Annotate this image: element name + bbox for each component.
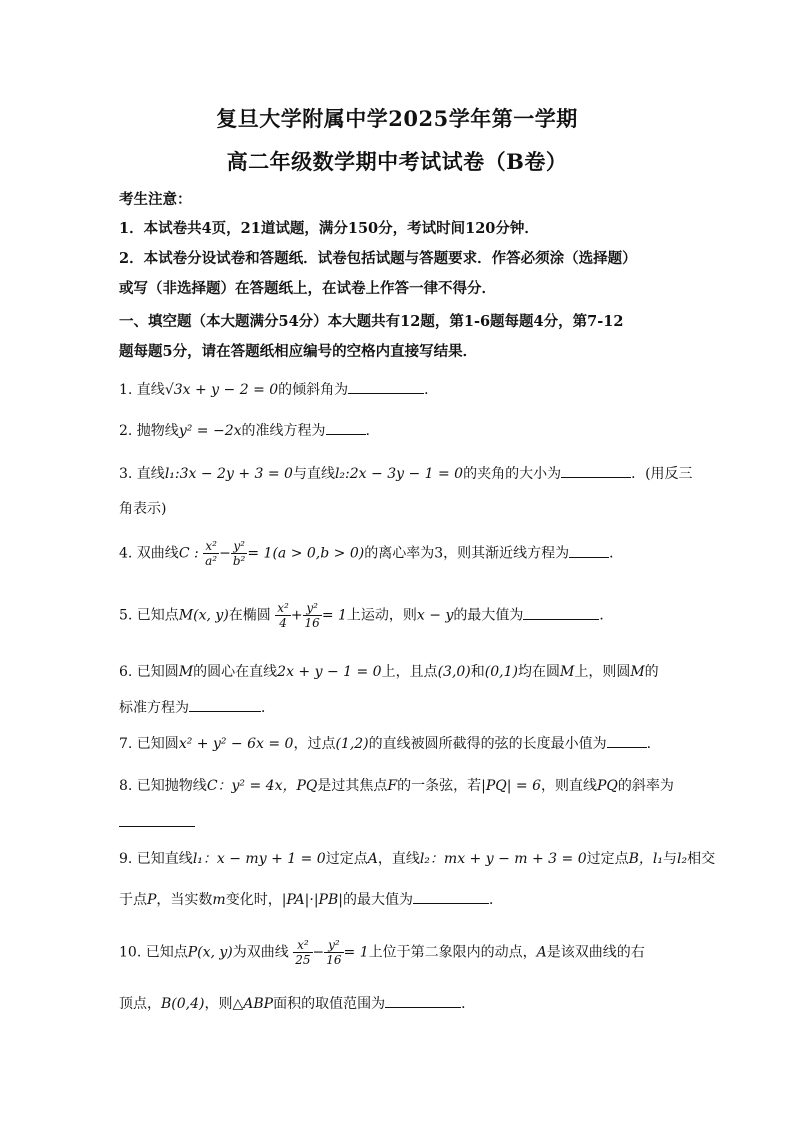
q4-fraction-x: $\frac{\text{x²}}{\text{a²}}$ [205, 539, 218, 568]
question-9-line-2: 于点P，当实数m变化时，|PA|·|PB|的最大值为 ． [119, 889, 503, 909]
question-7: 7. 已知圆x² + y² − 6x = 0，过点(1,2)的直线被圆所截得的弦的长度最小值为 . [119, 733, 651, 753]
q3-line-l1: l₁:3x − 2y + 3 = 0 [164, 466, 293, 482]
answer-blank-1 [348, 379, 424, 394]
question-1: 1. 直线√3x + y − 2 = 0的倾斜角为 ． [119, 379, 438, 399]
exam-subtitle: 高二年级数学期中考试试卷（B卷） [226, 149, 568, 174]
q5-fraction-y: $\frac{\text{y²}}{16}$ [304, 601, 320, 630]
question-2: 2. 抛物线y² = −2x的准线方程为 . [119, 420, 370, 440]
exam-title: 复旦大学附属中学2025学年第一学期 [216, 106, 578, 131]
question-6-line-2: 标准方程为 ． [119, 697, 275, 717]
q10-fraction-y: $\frac{\text{y²}}{16}$ [326, 938, 342, 967]
question-3-line-2: 角表示) [119, 501, 167, 517]
q3-line-l2: l₂:2x − 3y − 1 = 0 [334, 466, 464, 482]
notice-item-1: 1．本试卷共4页，21道试题，满分150分，考试时间120分钟． [119, 220, 539, 237]
question-9: 9. 已知直线l₁：x − my + 1 = 0过定点A，直线l₂：mx + y − m + 3 = 0过定点B，l₁与l₂相交 [119, 851, 716, 867]
notice-item-2-line-1: 2．本试卷分设试卷和答题纸．试卷包括试题与答题要求．作答必须涂（选择题） [119, 250, 637, 267]
notice-heading: 考生注意： [119, 191, 192, 208]
q5-fraction-x: $\frac{\text{x²}}{4}$ [277, 601, 289, 630]
question-3: 3. 直线l₁:3x − 2y + 3 = 0与直线l₂:2x − 3y − 1 = 0的夹角的大小为 ．(用反三 [119, 463, 693, 483]
question-5: 5. 已知点M(x, y)在椭圆 $\frac{\text{x²}}{4}$ + $\frac{\text{y²}}{16}$ = 1上运动，则x − y的最大值为 ． [119, 601, 614, 630]
answer-blank-3 [561, 463, 631, 478]
question-8: 8. 已知抛物线C：y² = 4x，PQ是过其焦点F的一条弦，若|PQ| = 6，则直线PQ的斜率为 [119, 778, 674, 794]
answer-blank-7 [607, 733, 647, 748]
answer-blank-9 [413, 889, 489, 904]
q10-fraction-x: $\frac{\text{x²}}{25}$ [295, 938, 311, 967]
section1-line-1: 一、填空题（本大题满分54分）本大题共有12题，第1-6题每题4分，第7-12 [119, 313, 624, 330]
q4-fraction-y: $\frac{\text{y²}}{\text{b²}}$ [232, 539, 246, 568]
question-8-line-2 [119, 812, 195, 831]
question-6: 6. 已知圆M的圆心在直线2x + y − 1 = 0上，且点(3,0)和(0,1)均在圆M上，则圆M的 [119, 664, 659, 680]
question-10: 10. 已知点P(x, y)为双曲线 $\frac{\text{x²}}{25}$ − $\frac{\text{y²}}{16}$ = 1上位于第二象限内的动点，A是该双曲线的右 [119, 938, 645, 967]
answer-blank-5 [523, 605, 599, 620]
answer-blank-10 [385, 993, 461, 1008]
q1-equation: √3x + y − 2 = 0 [164, 382, 279, 398]
q2-equation: y² = −2x [178, 423, 242, 439]
question-10-line-2: 顶点，B(0,4)，则△ABP面积的取值范围为 ． [119, 993, 475, 1013]
notice-item-2-line-2: 或写（非选择题）在答题纸上，在试卷上作答一律不得分． [119, 280, 496, 297]
answer-blank-6 [189, 697, 261, 712]
answer-blank-2 [326, 420, 366, 435]
question-4: 4. 双曲线C : $\frac{\text{x²}}{\text{a²}}$ − $\frac{\text{y²}}{\text{b²}}$ = 1(a > 0,b > 0)的离心率为3，则其渐近线方程为 ． [119, 539, 624, 568]
answer-blank-4 [569, 543, 609, 558]
answer-blank-8 [119, 812, 195, 827]
section1-line-2: 题每题5分，请在答题纸相应编号的空格内直接写结果． [119, 343, 478, 360]
